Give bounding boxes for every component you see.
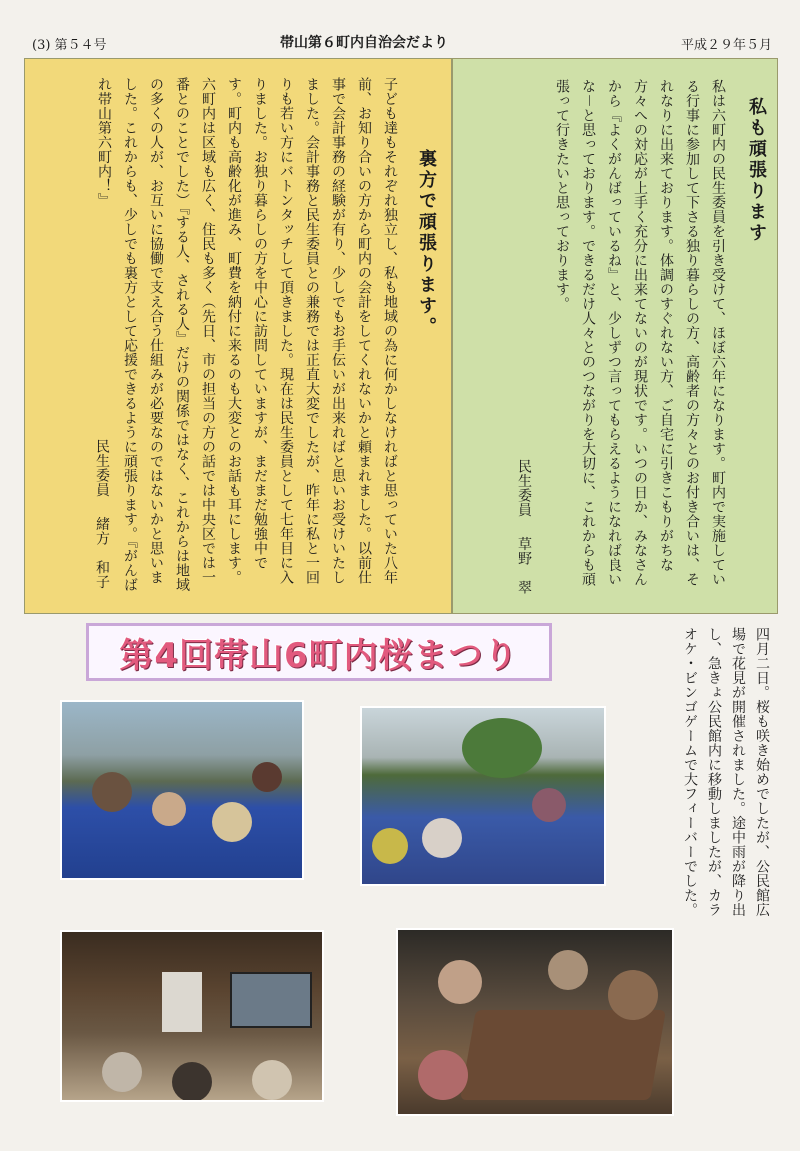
left-article-title: 裏方で頑張ります。 [416, 149, 437, 338]
right-article-title: 私も頑張ります [746, 97, 767, 244]
issue-date: 平成２９年５月 [680, 38, 772, 53]
photo-outdoor-gathering-2 [360, 706, 606, 886]
event-description: 四月二日。桜も咲き始めでしたが、公民館広場で花見が開催されました。途中雨が降り出し、急きょ公民館内に移動しましたが、カラオケ・ビンゴゲームで大フィーバーでした。 [682, 627, 770, 917]
left-article [24, 58, 452, 614]
left-article-signature [55, 439, 115, 599]
left-signature-name: 緒方 和子 [94, 516, 110, 589]
left-signature-role: 民生委員 [94, 439, 110, 497]
photo-bingo-table [396, 928, 674, 1116]
event-banner [86, 623, 552, 681]
left-article-body: 子ども達もそれぞれ独立し、私も地域の為に何かしなければと思っていた八年前、お知り合いの方から町内の会計をしてくれないかと頼まれました。以前仕事で会計事務の経験が有り、少しでもお手伝いが出来ればと思いお受けいたしました。会計事務と民生委員との兼務では正直大変でしたが、昨年に私と一回りも若い方にバトンタッチして頂きました。現在は民生委員として七年目に入りました。お独り暮らしの方を中心に訪問していますが、まだまだ勉強中です。町内も高齢化が進み、町費を納付に来るのも大変とのお話も耳にします。六町内は区域も広く、住民も多く（先日、市の担当の方の話では中央区では一番とのことでした）『する人、される人』だけの関係ではなく、これからは地域の多くの人が、お互いに協働で支え合う仕組みが必要なのではないかと思いました。これからも、少しでも裏方として応援できるように頑張ります。『がんばれ帯山第六町内！』 [96, 77, 398, 592]
photo-outdoor-gathering-1 [60, 700, 304, 880]
right-article [452, 58, 778, 614]
photo-karaoke-hall [60, 930, 324, 1102]
event-banner-text: 第4回帯山6町内桜まつり [119, 635, 519, 676]
right-article-signature [477, 459, 537, 599]
newsletter-title: 帯山第６町内自治会だより [280, 35, 448, 51]
right-article-body: 私は六町内の民生委員を引き受けて、ほぼ六年になります。町内で実施している行事に参加して下さる独り暮らしの方、高齢者の方々とのお付き合いは、それなりに出来ております。体調のすぐれない方、ご自宅に引きこもりがちな方々への対応が上手く充分に出来てないのが現状です。いつの日か、みなさんから『よくがんばっているね』と、少しずつ言ってもらえるようになれば良いな－と思っております。できるだけ人々とのつながりを大切に、これからも頑張って行きたいと思っております。 [554, 79, 726, 587]
issue-number: (3) 第５４号 [32, 38, 107, 53]
right-signature-role: 民生委員 [516, 459, 532, 517]
right-signature-name: 草野 翠 [516, 536, 532, 595]
page-header [0, 0, 800, 60]
